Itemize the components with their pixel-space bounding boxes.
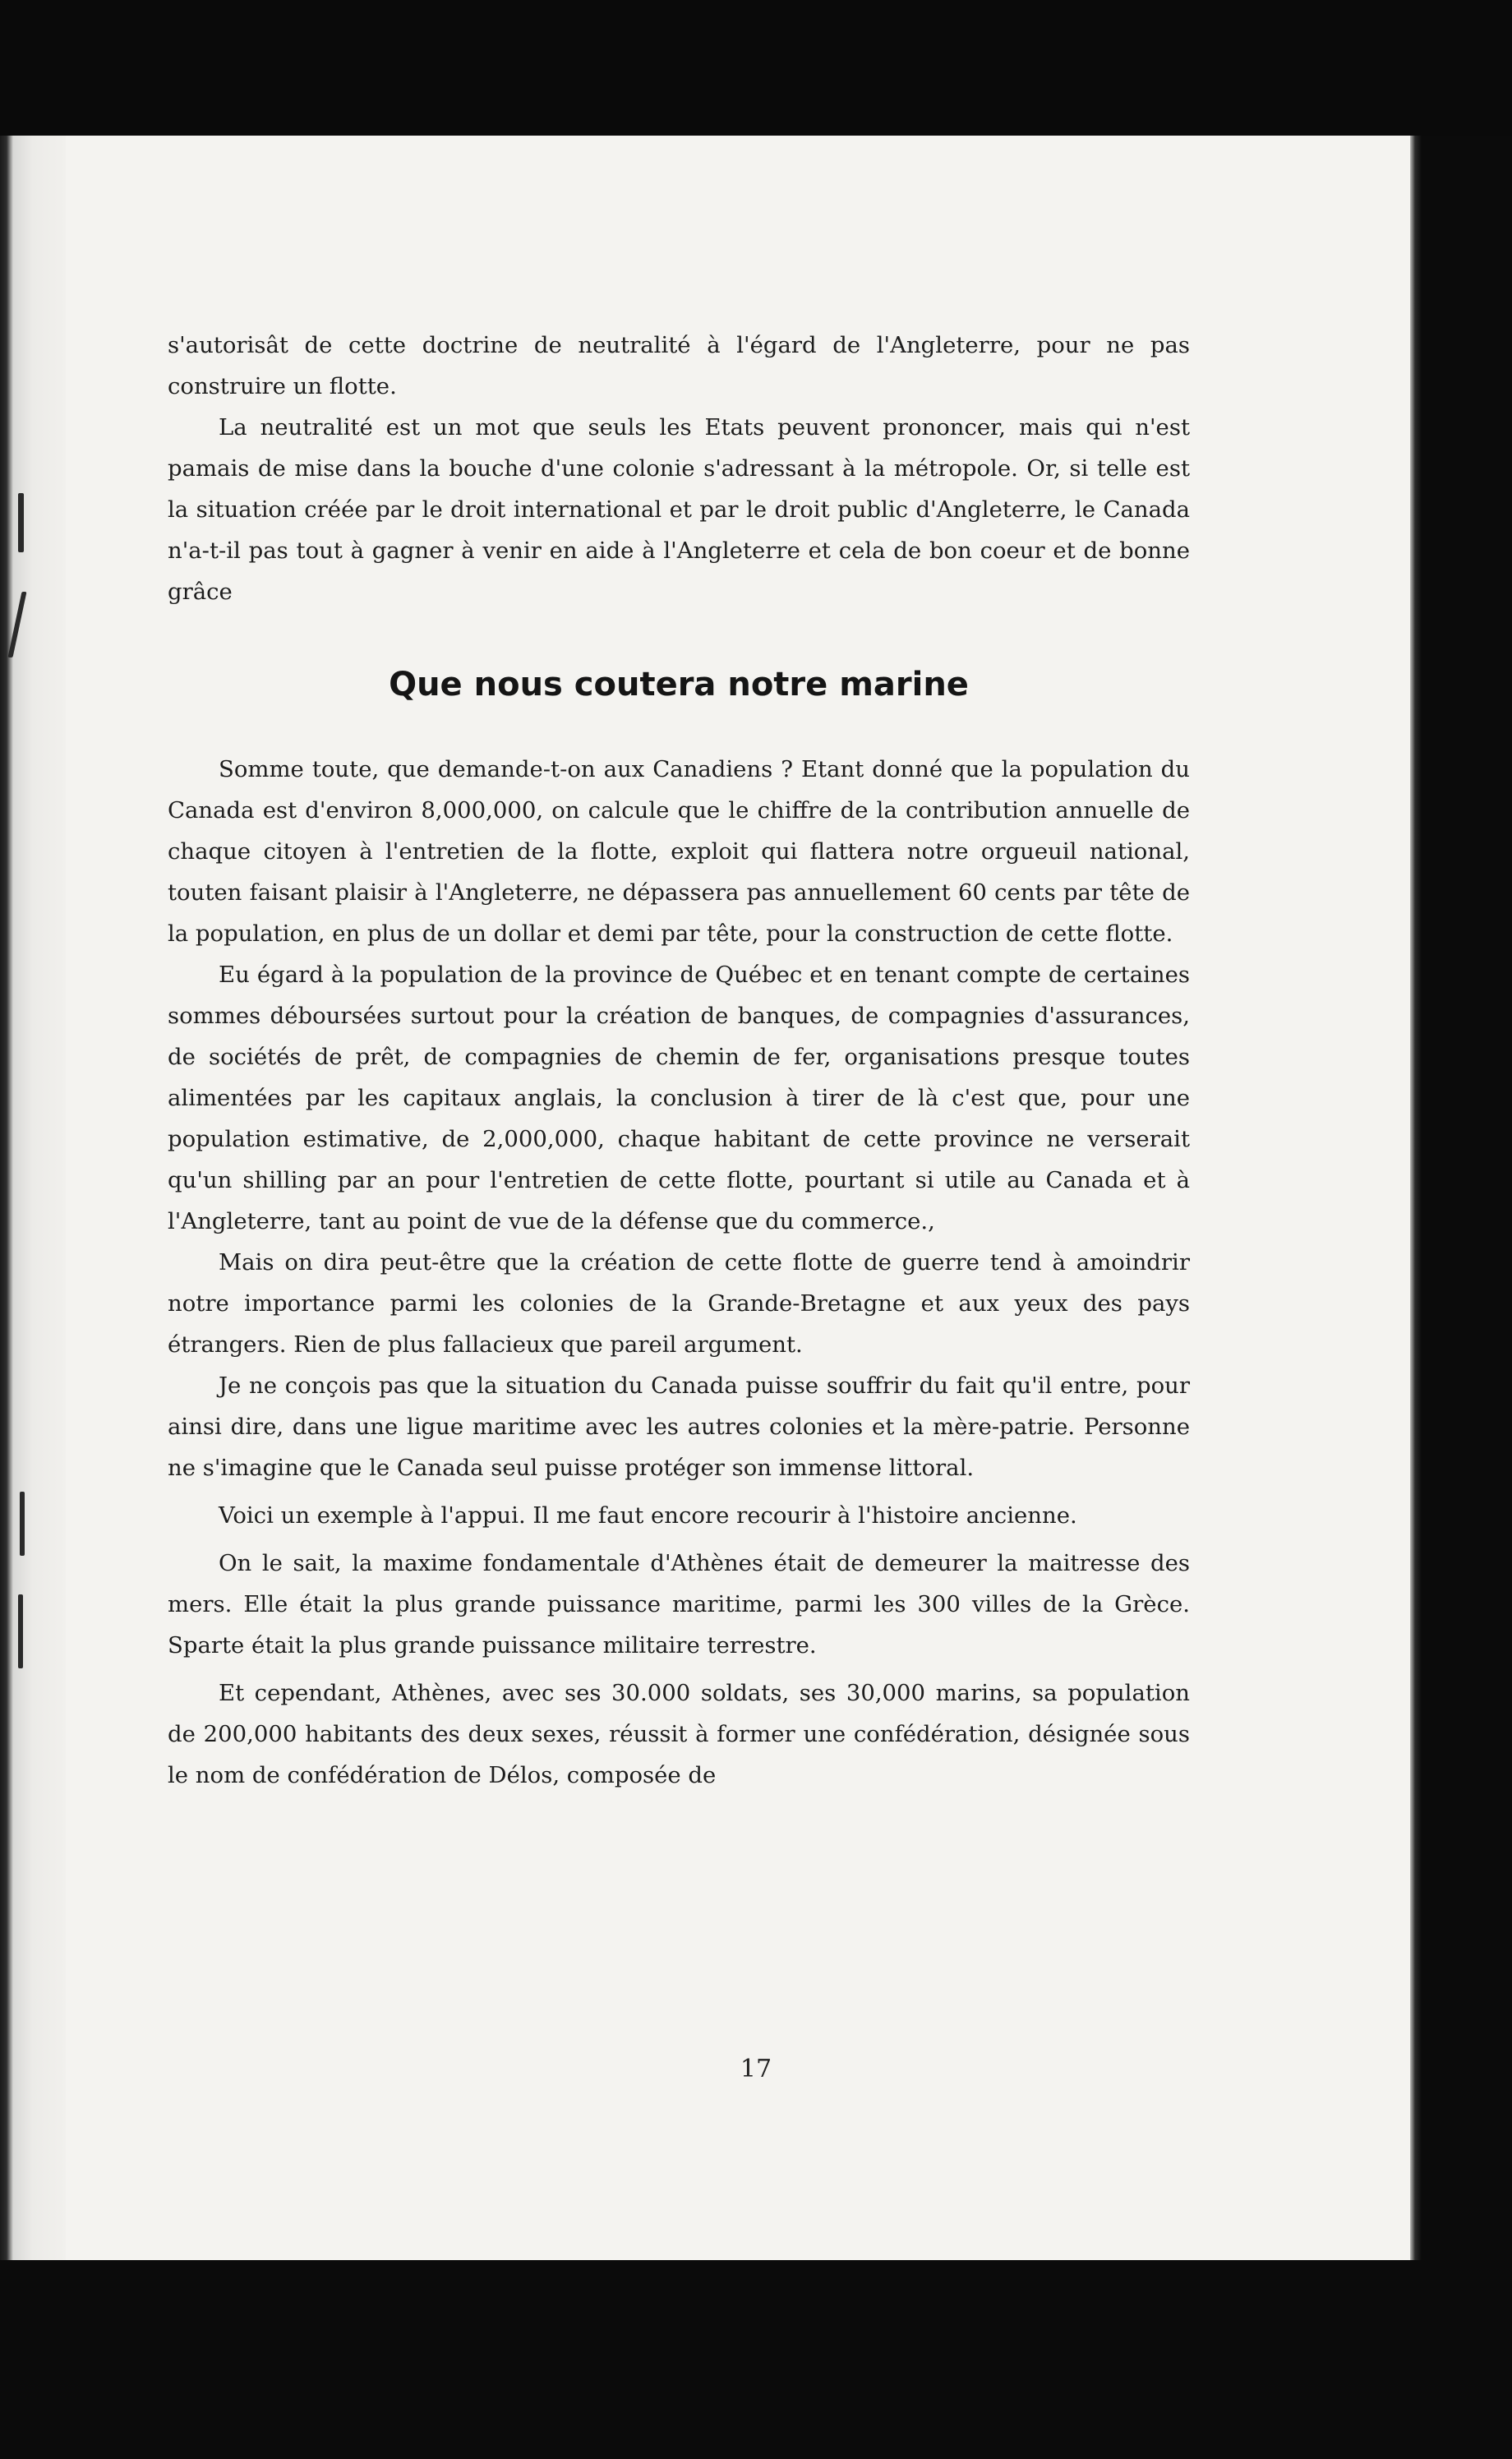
scan-border-top — [0, 0, 1512, 136]
scan-gutter-left — [0, 136, 66, 2260]
paragraph: On le sait, la maxime fondamentale d'Athènes était de demeurer la maitresse des mers. Elle était la plus grande puissance maritime, parmi les 300 villes de la Grèce. Sparte était la plus grande puissance militaire terrestre. — [168, 1550, 1190, 1659]
paragraph: Mais on dira peut-être que la création de cette flotte de guerre tend à amoindrir notre importance parmi les colonies de la Grande-Bretagne et aux yeux des pays étrangers. Rien de plus fallacieux que pareil argument. — [168, 1249, 1190, 1358]
paragraph: La neutralité est un mot que seuls les Etats peuvent prononcer, mais qui n'est pamais de mise dans la bouche d'une colonie s'adressant à la métropole. Or, si telle est la situation créée par le droit international et par le droit public d'Angleterre, le Canada n'a-t-il pas tout à gagner à venir en aide à l'Angleterre et cela de bon coeur et de bonne grâce — [168, 414, 1190, 605]
scan-border-bottom — [0, 2260, 1512, 2459]
margin-pencil-mark — [18, 1594, 23, 1668]
page-number: 17 — [740, 2055, 772, 2083]
margin-pencil-mark — [18, 493, 24, 552]
paragraph: Eu égard à la population de la province de Québec et en tenant compte de certaines sommes déboursées surtout pour la création de banques, de compagnies d'assurances, de sociétés de prêt, de compagnies de chemin de fer, organisations presque toutes alimentées par les capitaux anglais, la conclusion à tirer de là c'est que, pour une population estimative, de 2,000,000, chaque habitant de cette province ne verserait qu'un shilling par an pour l'entretien de cette flotte, pourtant si utile au Canada et à l'Angleterre, tant au point de vue de la défense que du commerce., — [168, 962, 1190, 1234]
paragraph: Voici un exemple à l'appui. Il me faut encore recourir à l'histoire ancienne. — [219, 1502, 1077, 1529]
page-body — [168, 325, 1190, 1796]
paragraph: Somme toute, que demande-t-on aux Canadiens ? Etant donné que la population du Canada est d'environ 8,000,000, on calcule que le chiffre de la contribution annuelle de chaque citoyen à l'entretien de la flotte, exploit qui flattera notre orgueuil national, touten faisant plaisir à l'Angleterre, ne dépassera pas annuellement 60 cents par tête de la population, en plus de un dollar et demi par tête, pour la construction de cette flotte. — [168, 756, 1190, 947]
paragraph: Et cependant, Athènes, avec ses 30.000 soldats, ses 30,000 marins, sa population de 200,000 habitants des deux sexes, réussit à former une confédération, désignée sous le nom de confédération de Délos, composée de — [168, 1680, 1190, 1788]
paragraph: s'autorisât de cette doctrine de neutralité à l'égard de l'Angleterre, pour ne pas construire un flotte. — [168, 332, 1190, 399]
paragraph: Je ne conçois pas que la situation du Canada puisse souffrir du fait qu'il entre, pour ainsi dire, dans une ligue maritime avec les autres colonies et la mère-patrie. Personne ne s'imagine que le Canada seul puisse protéger son immense littoral. — [168, 1373, 1190, 1481]
scan-border-right — [1410, 136, 1512, 2260]
margin-pencil-mark — [20, 1492, 25, 1556]
section-heading: Que nous coutera notre marine — [389, 666, 969, 704]
